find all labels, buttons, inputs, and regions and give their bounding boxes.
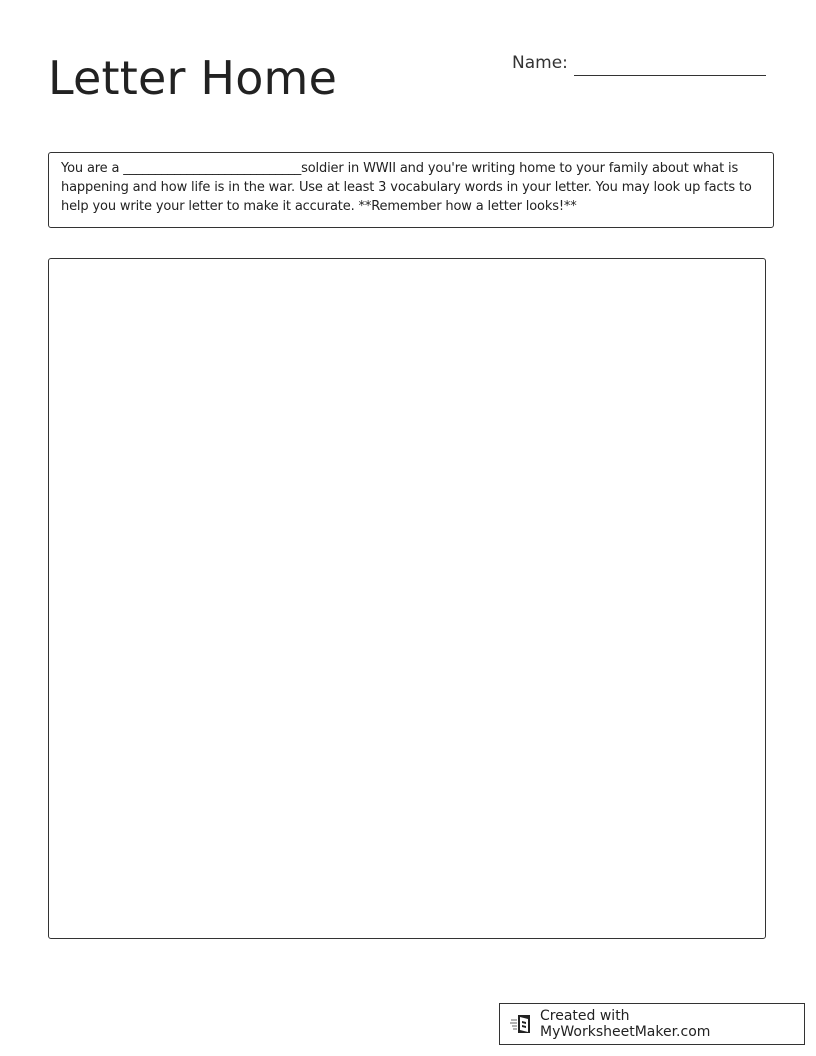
letter-writing-area[interactable]: [48, 258, 766, 939]
footer-badge: [499, 1003, 805, 1045]
instructions-text: You are a ____________________________soldier in WWII and you're writing home to your family about what is happening and how life is in the war. Use at least 3 vocabulary words in your letter. You may look up facts to help you write your letter to make it accurate. **Remember how a letter looks!**: [61, 161, 752, 214]
name-label: Name:: [512, 53, 568, 73]
worksheet-maker-logo-icon: [510, 1013, 534, 1035]
instructions-box: [48, 152, 774, 228]
name-input-line[interactable]: [574, 75, 766, 76]
name-field[interactable]: [512, 52, 766, 74]
page-title: Letter Home: [48, 51, 338, 105]
footer-text: Created with MyWorksheetMaker.com: [540, 1008, 711, 1040]
